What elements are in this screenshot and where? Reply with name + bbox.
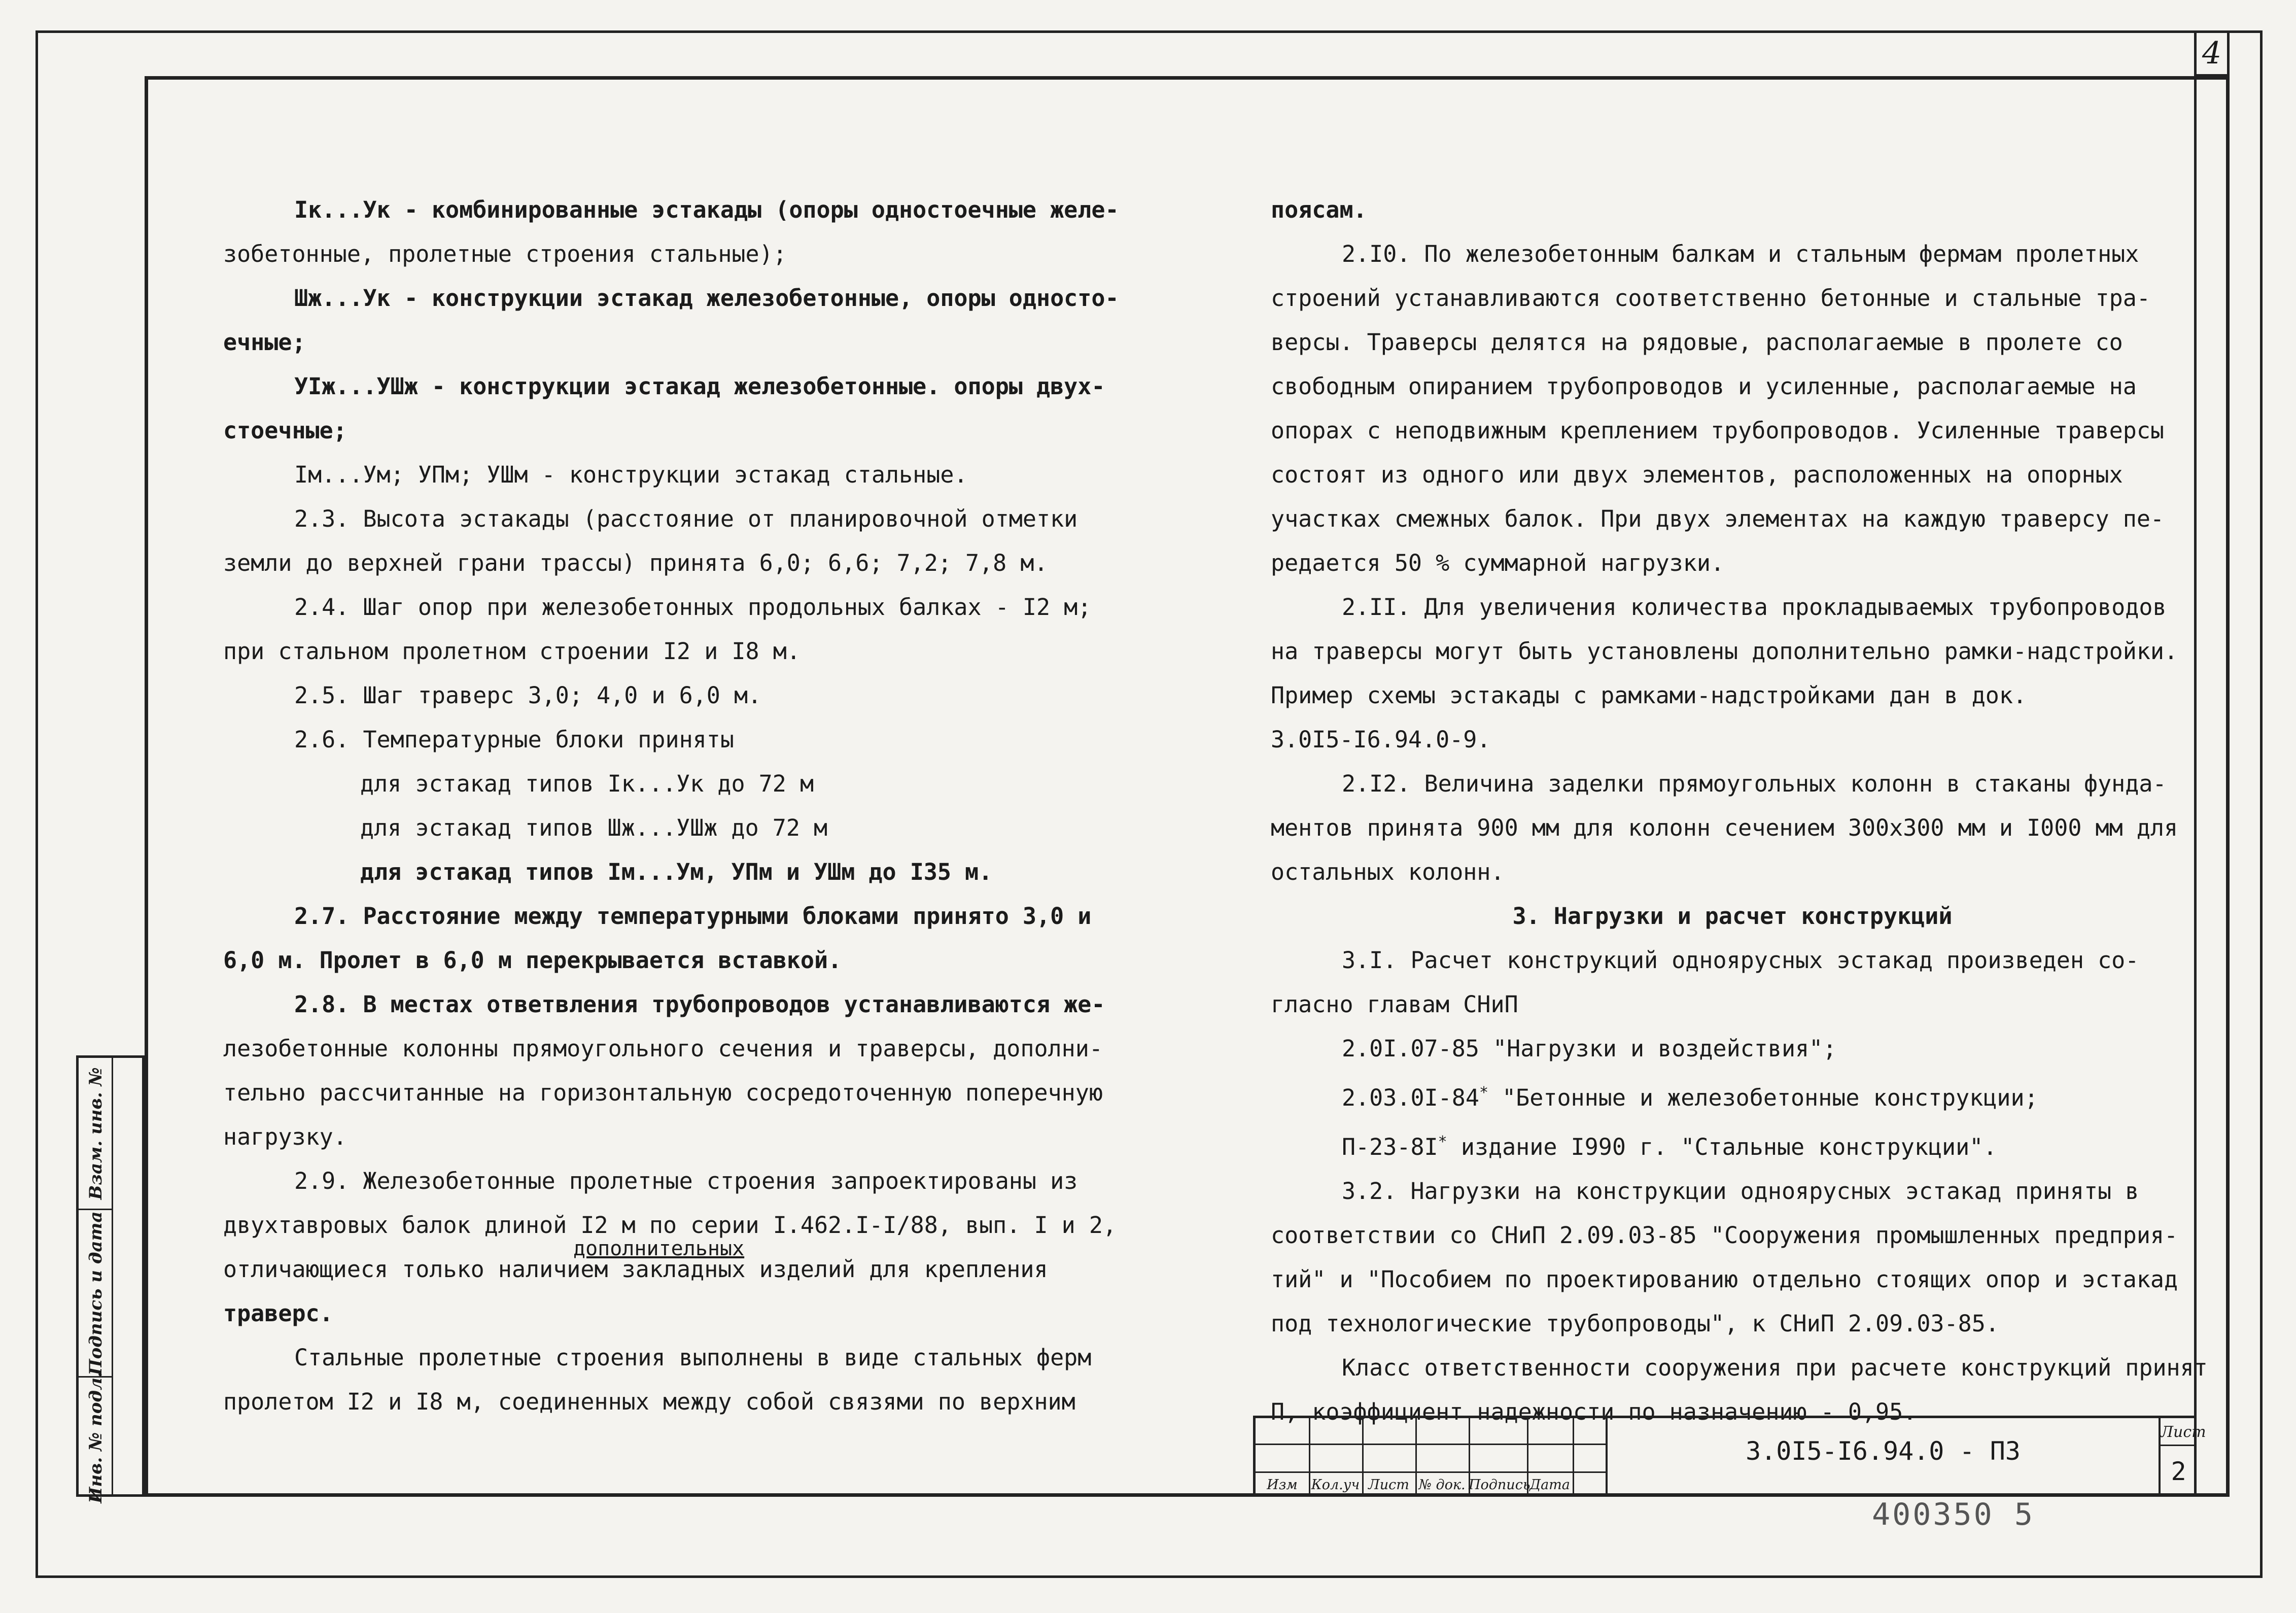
- text-line: П, коэффициент надежности по назначению - 0,95.: [1271, 1398, 1917, 1425]
- text-line: для эстакад типов Iм...Ум, УПм и УШм до I35 м.: [360, 859, 993, 885]
- text-line: стоечные;: [223, 417, 347, 444]
- text-line: остальных колонн.: [1271, 859, 1505, 885]
- text-line: УIж...УШж - конструкции эстакад железобетонные. опоры двух-: [294, 373, 1105, 400]
- text-line: 2.0I.07-85 "Нагрузки и воздействия";: [1342, 1035, 1837, 1062]
- text-line: зобетонные, пролетные строения стальные);: [223, 241, 787, 267]
- text-line: поясам.: [1271, 196, 1367, 223]
- text-line: земли до верхней грани трассы) принята 6,0; 6,6; 7,2; 7,8 м.: [223, 550, 1048, 576]
- text-line: редается 50 % суммарной нагрузки.: [1271, 550, 1725, 576]
- text-line: 3.2. Нагрузки на конструкции одноярусных эстакад приняты в: [1342, 1178, 2139, 1205]
- text-line: нагрузку.: [223, 1123, 347, 1150]
- sheet-number: 2: [2171, 1457, 2186, 1486]
- label-izm: Изм: [1267, 1477, 1298, 1493]
- text-line: свободным опиранием трубопроводов и усиленные, располагаемые на: [1271, 373, 2137, 400]
- text-line: Пример схемы эстакады с рамками-надстройками дан в док.: [1271, 682, 2027, 709]
- text-line-with-insertion: дополнительных отличающиеся только наличием закладных изделий для крепления: [223, 1247, 1121, 1291]
- text-line: гласно главам СНиП: [1271, 991, 1518, 1018]
- text-line: для эстакад типов Шж...УШж до 72 м: [360, 814, 828, 841]
- text-line: под технологические трубопроводы", к СНиП 2.09.03-85.: [1271, 1310, 1999, 1337]
- text-line: лезобетонные колонны прямоугольного сечения и траверсы, дополни-: [223, 1035, 1103, 1062]
- text-line: пролетом I2 и I8 м, соединенных между собой связями по верхним: [223, 1388, 1075, 1415]
- left-text-column: [223, 188, 1121, 1424]
- text-line: состоят из одного или двух элементов, расположенных на опорных: [1271, 461, 2123, 488]
- text-line: опорах с неподвижным креплением трубопроводов. Усиленные траверсы: [1271, 417, 2164, 444]
- label-date: Дата: [1529, 1477, 1570, 1493]
- text-line: на траверсы могут быть установлены дополнительно рамки-надстройки.: [1271, 638, 2178, 665]
- text-line: 2.4. Шаг опор при железобетонных продольных балках - I2 м;: [294, 594, 1092, 621]
- side-cell-signature: Подпись и дата: [79, 1210, 113, 1378]
- label-signature: Подпись: [1469, 1477, 1530, 1493]
- title-block: [1253, 1416, 2206, 1497]
- text-line: строений устанавливаются соответственно бетонные и стальные тра-: [1271, 285, 2150, 312]
- text-line: 3.0I5-I6.94.0-9.: [1271, 726, 1491, 753]
- document-code: 3.0I5-I6.94.0 - ПЗ: [1606, 1418, 2159, 1497]
- text-line: Шж...Ук - конструкции эстакад железобетонные, опоры односто-: [294, 285, 1119, 312]
- text-line: Стальные пролетные строения выполнены в виде стальных ферм: [294, 1344, 1092, 1371]
- text-line: 2.II. Для увеличения количества прокладываемых трубопроводов: [1342, 594, 2167, 621]
- label-doc-no: № док.: [1418, 1477, 1466, 1493]
- text-line: Iк...Ук - комбинированные эстакады (опоры одностоечные желе-: [294, 196, 1119, 223]
- text-line: Iм...Ум; УПм; УШм - конструкции эстакад стальные.: [294, 461, 968, 488]
- text-line: тельно рассчитанные на горизонтальную сосредоточенную поперечную: [223, 1079, 1103, 1106]
- text-line: П-23-8I* издание I990 г. "Стальные конструкции".: [1342, 1133, 1997, 1160]
- text-line: при стальном пролетном строении I2 и I8 м.: [223, 638, 801, 665]
- text-line: 2.I2. Величина заделки прямоугольных колонн в стаканы фунда-: [1342, 770, 2167, 797]
- text-line: 2.7. Расстояние между температурными блоками принято 3,0 и: [294, 903, 1092, 930]
- text-line: 2.8. В местах ответвления трубопроводов устанавливаются же-: [294, 991, 1105, 1018]
- side-cell-inventory: Инв. № подл.: [86, 1371, 106, 1503]
- text-line: 2.I0. По железобетонным балкам и стальным фермам пролетных: [1342, 241, 2139, 267]
- text-line: ментов принята 900 мм для колонн сечением 300х300 мм и I000 мм для: [1271, 814, 2178, 841]
- side-stamp-label-column: [79, 1058, 113, 1503]
- right-margin-band: [2194, 30, 2230, 1497]
- label-kol-uch: Кол.уч: [1311, 1477, 1360, 1493]
- side-stamp: [76, 1055, 145, 1503]
- archive-number: 400350 5: [1872, 1497, 2035, 1532]
- text-line: ечные;: [223, 329, 306, 356]
- sheet-box: [2159, 1418, 2206, 1497]
- side-cell-replacement: Взам. инв. №: [79, 1058, 113, 1210]
- text-line: траверс.: [223, 1300, 333, 1327]
- title-block-labels: [1256, 1473, 1606, 1497]
- handwritten-insertion: дополнительных: [573, 1237, 745, 1260]
- text-line: тий" и "Пособием по проектированию отдельно стоящих опор и эстакад: [1271, 1266, 2178, 1293]
- text-line: 2.5. Шаг траверс 3,0; 4,0 и 6,0 м.: [294, 682, 762, 709]
- text-line: 2.6. Температурные блоки приняты: [294, 726, 734, 753]
- sheet-corner-number: 4: [2194, 30, 2230, 76]
- text-line: 3.I. Расчет конструкций одноярусных эстакад произведен со-: [1342, 947, 2139, 974]
- text-line: для эстакад типов Iк...Ук до 72 м: [360, 770, 814, 797]
- text-line: Класс ответственности сооружения при расчете конструкций принят: [1342, 1354, 2208, 1381]
- label-list: Лист: [1368, 1477, 1409, 1493]
- text-line: двухтавровых балок длиной I2 м по серии I.462.I-I/88, вып. I и 2,: [223, 1212, 1117, 1239]
- text-line: 2.3. Высота эстакады (расстояние от планировочной отметки: [294, 505, 1078, 532]
- text-line: соответствии со СНиП 2.09.03-85 "Сооружения промышленных предприя-: [1271, 1222, 2178, 1249]
- text-line: 6,0 м. Пролет в 6,0 м перекрывается вставкой.: [223, 947, 842, 974]
- sheet-label: Лист: [2161, 1418, 2197, 1446]
- text-line: 2.9. Железобетонные пролетные строения запроектированы из: [294, 1168, 1078, 1194]
- text-line: участках смежных балок. При двух элементах на каждую траверсу пе-: [1271, 505, 2164, 532]
- text-line: 2.03.0I-84* "Бетонные и железобетонные конструкции;: [1342, 1084, 2038, 1111]
- section-heading: 3. Нагрузки и расчет конструкций: [1512, 903, 1953, 930]
- text-line: версы. Траверсы делятся на рядовые, располагаемые в пролете со: [1271, 329, 2123, 356]
